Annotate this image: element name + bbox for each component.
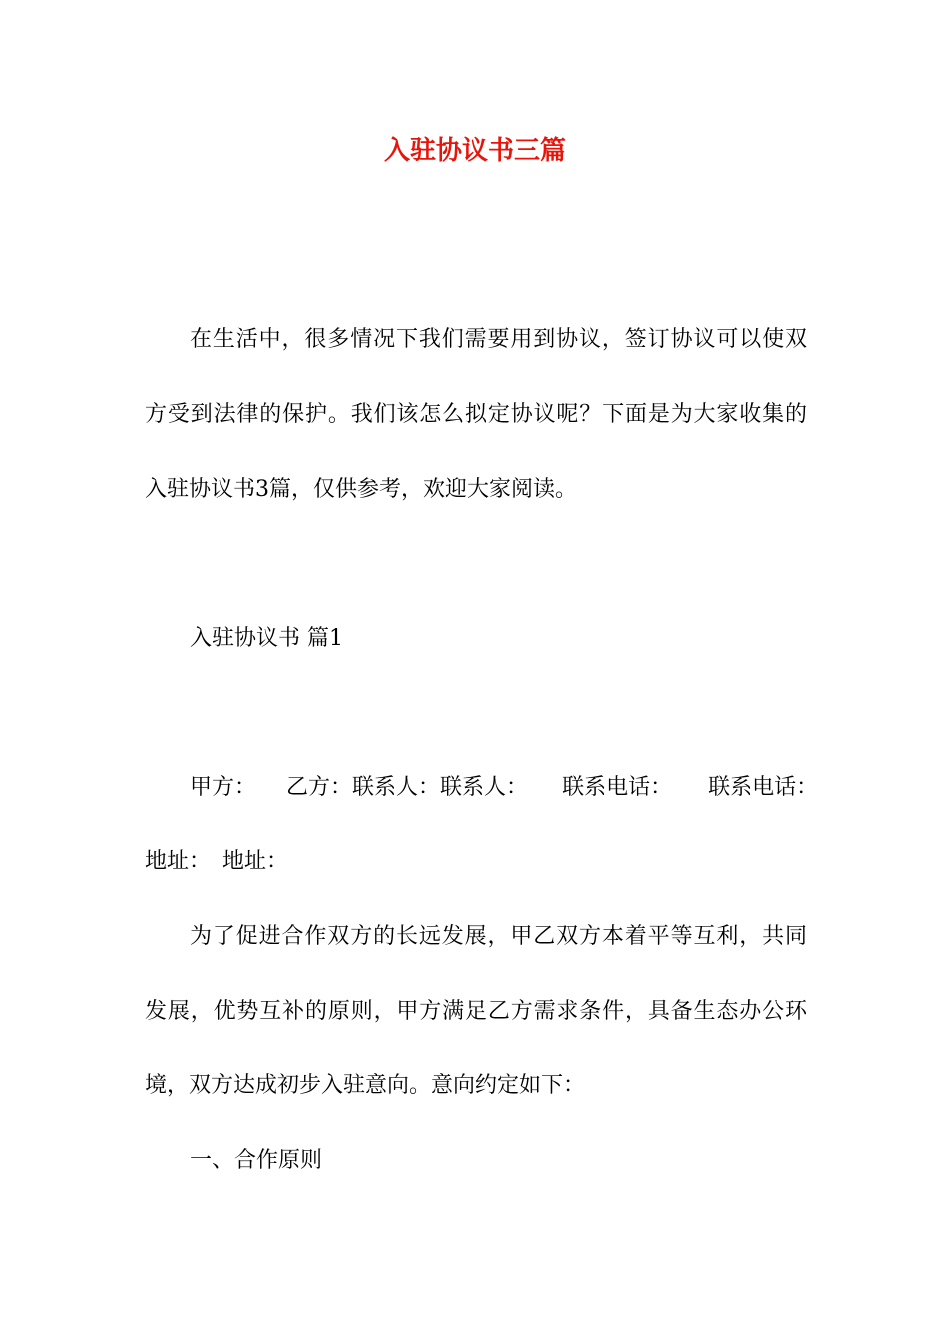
address-b-label: 地址：: [222, 849, 289, 874]
contact-a-label: 联系人：: [352, 775, 441, 800]
phone-b-label: 联系电话：: [708, 775, 819, 800]
document-title: 入驻协议书三篇: [383, 136, 566, 166]
intro-line-1: 在生活中，很多情况下我们需要用到协议，签订协议可以使双: [190, 327, 807, 352]
phone-a-label: 联系电话：: [562, 775, 673, 800]
clause-heading: 一、合作原则: [190, 1148, 323, 1173]
parties-line: [190, 773, 818, 803]
section-heading: 入驻协议书 篇1: [190, 626, 343, 651]
body-line-2: 发展，优势互补的原则，甲方满足乙方需求条件，具备生态办公环: [145, 999, 807, 1024]
address-line: [145, 847, 288, 877]
party-a-label: 甲方：: [190, 775, 257, 800]
intro-line-3: 入驻协议书3篇，仅供参考，欢迎大家阅读。: [145, 477, 577, 502]
contact-b-label: 联系人：: [440, 775, 529, 800]
address-a-label: 地址：: [145, 849, 212, 874]
intro-line-2: 方受到法律的保护。我们该怎么拟定协议呢？下面是为大家收集的: [145, 402, 807, 427]
party-b-label: 乙方：: [286, 775, 353, 800]
body-line-3: 境，双方达成初步入驻意向。意向约定如下：: [145, 1073, 586, 1098]
body-line-1: 为了促进合作双方的长远发展，甲乙双方本着平等互利，共同: [190, 924, 807, 949]
